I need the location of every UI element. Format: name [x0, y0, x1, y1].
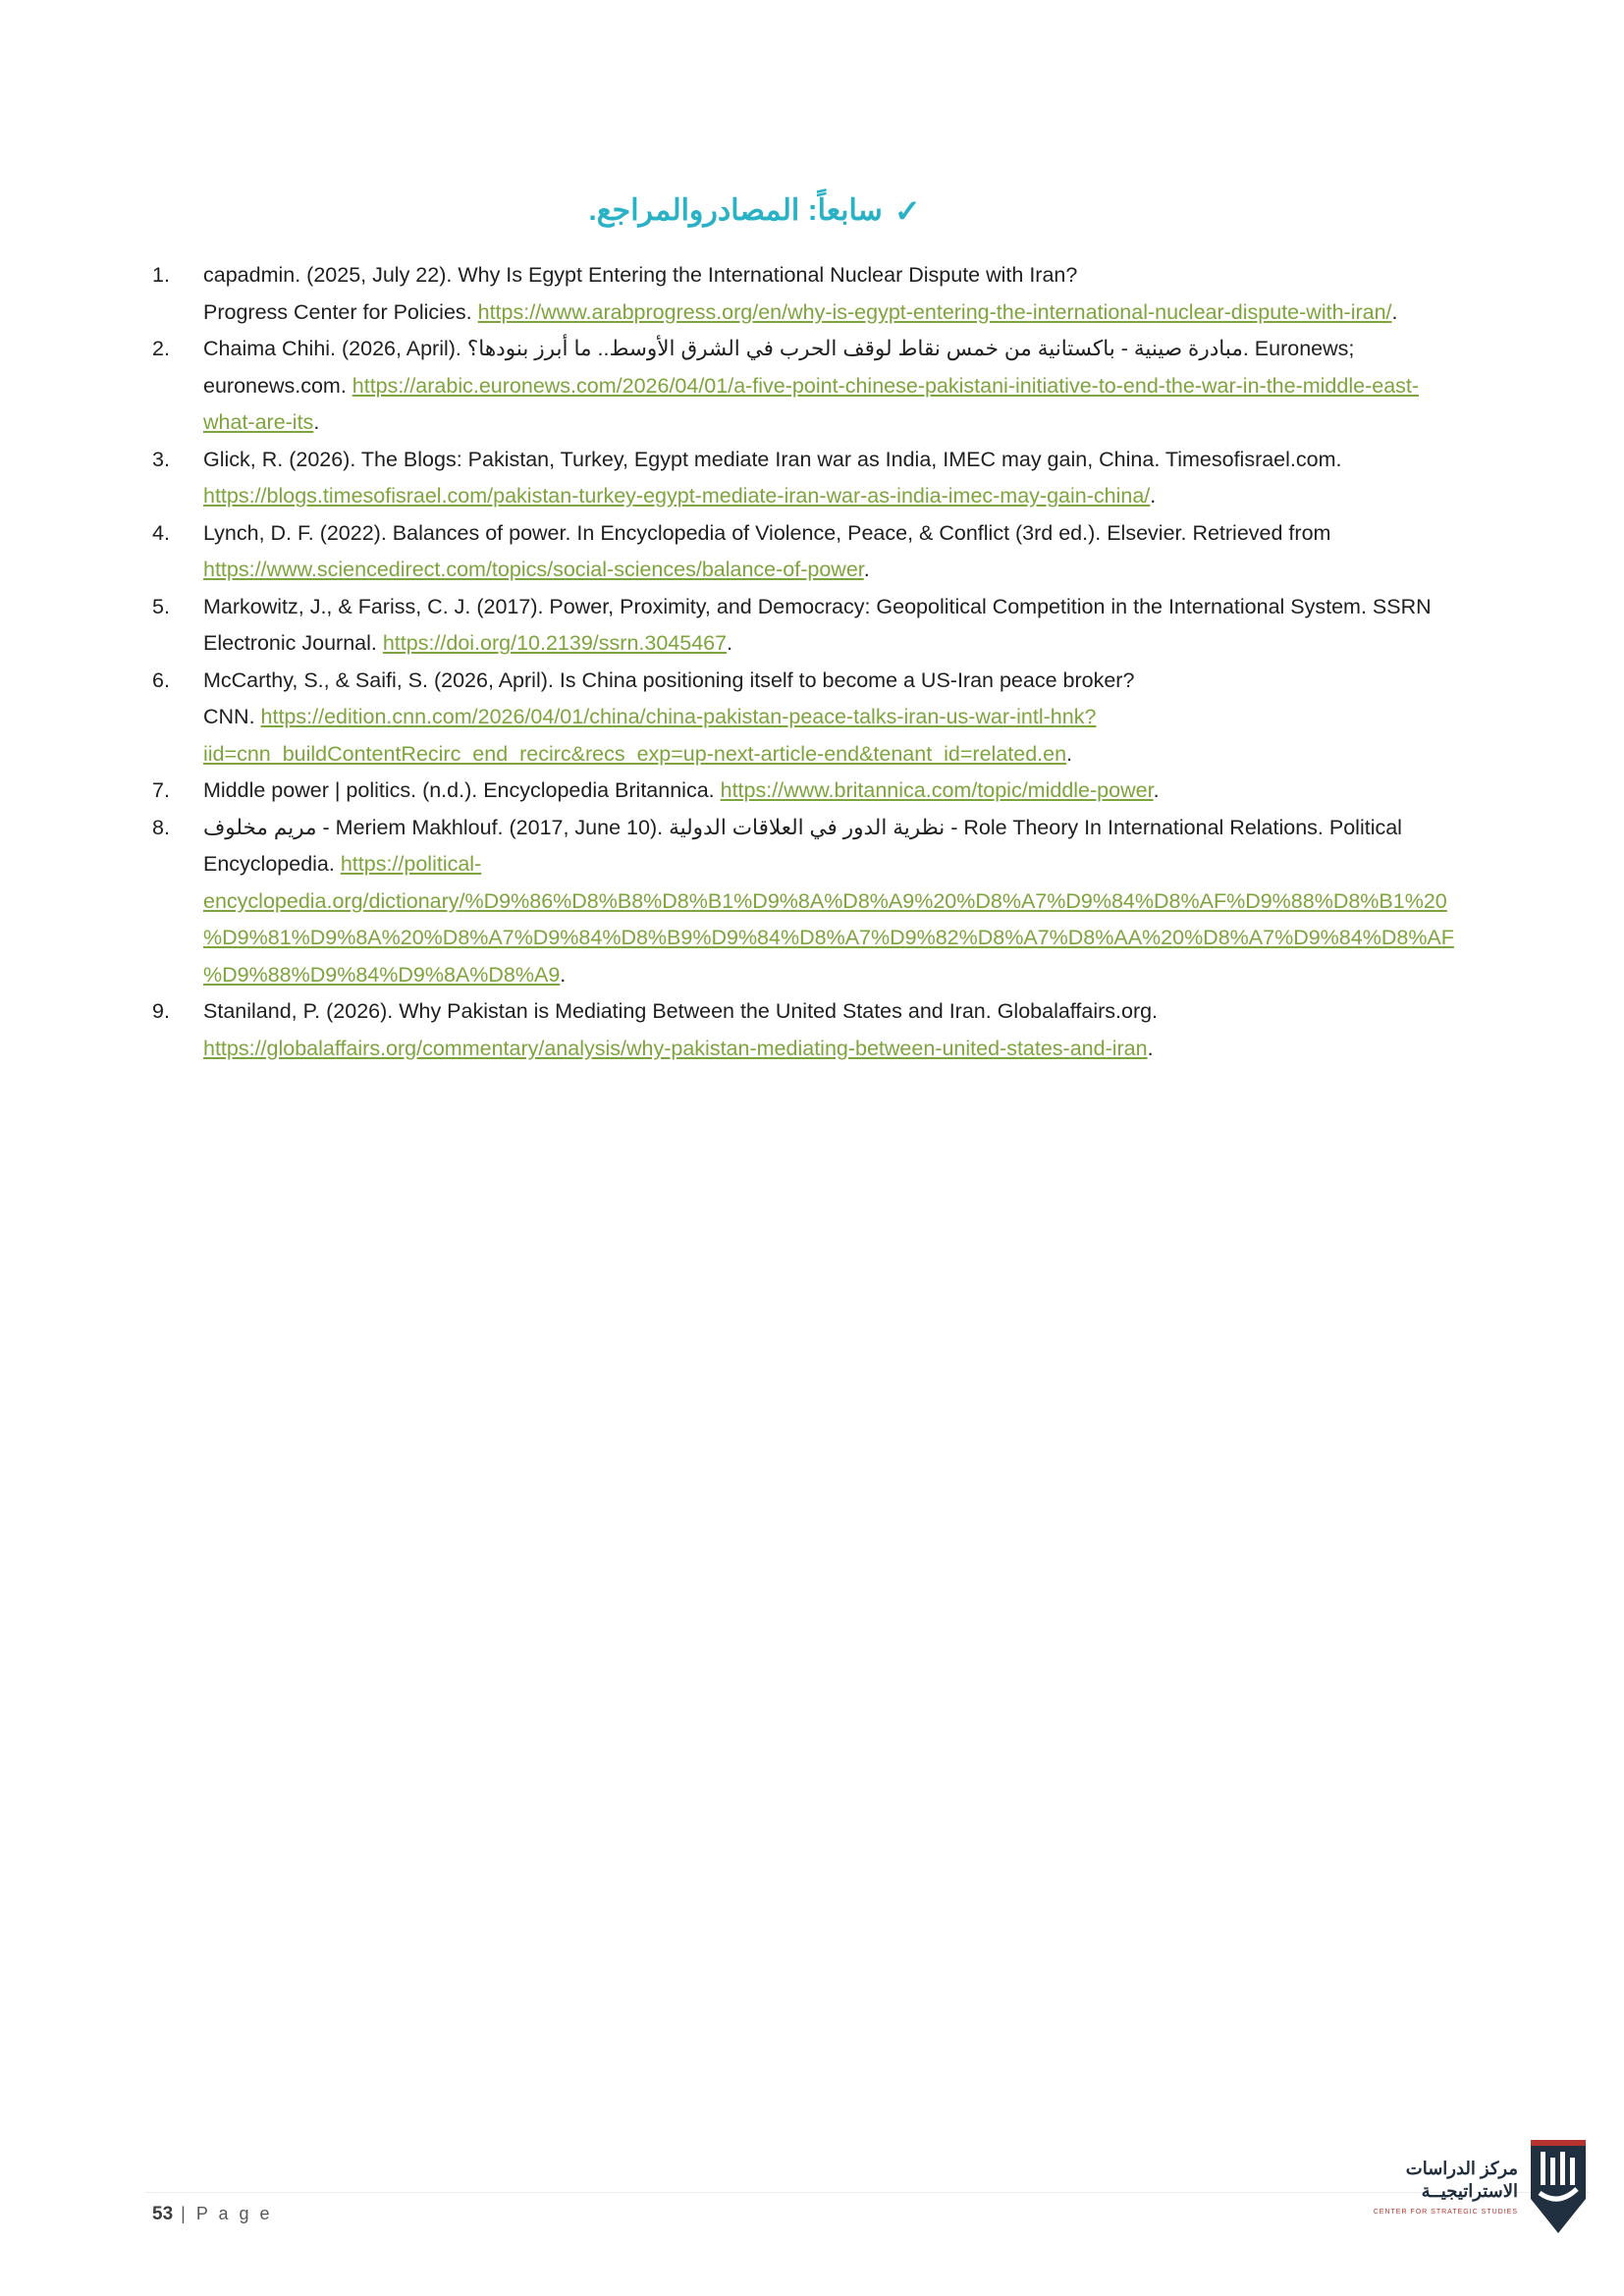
reference-plain-text: . [1147, 1036, 1154, 1060]
reference-number: 4. [152, 520, 170, 545]
reference-link[interactable]: https://www.britannica.com/topic/middle-power [720, 778, 1154, 802]
reference-item [152, 773, 1465, 810]
reference-plain-text: . [1153, 778, 1160, 802]
section-heading [98, 192, 1411, 230]
reference-item [152, 663, 1465, 774]
reference-plain-text: . [727, 631, 733, 655]
page-number: 53 [152, 2204, 174, 2224]
section-heading-text: سابعاً: المصادروالمراجع. [588, 194, 883, 227]
reference-text [203, 993, 1465, 1067]
reference-plain-text: مريم مخلوف - Meriem Makhlouf. (2017, June 10). نظرية الدور في العلاقات الدولية - Role Theory In International Relations. Political Encyclopedia. [203, 815, 1402, 876]
org-name-subtitle: CENTER FOR STRATEGIC STUDIES [1373, 2208, 1518, 2216]
reference-plain-text: . [1066, 741, 1073, 766]
reference-plain-text: CNN. [203, 705, 261, 728]
org-logo [1374, 2138, 1589, 2236]
reference-text [203, 663, 1465, 774]
reference-link[interactable]: https://globalaffairs.org/commentary/analysis/why-pakistan-mediating-between-united-states-and-iran [203, 1036, 1148, 1060]
reference-item [152, 993, 1465, 1067]
reference-link[interactable]: https://www.arabprogress.org/en/why-is-egypt-entering-the-international-nuclear-dispute-with-iran/ [477, 299, 1392, 324]
page-content [152, 192, 1465, 1067]
reference-link[interactable]: https://www.sciencedirect.com/topics/social-sciences/balance-of-power [203, 558, 864, 581]
reference-plain-text: capadmin. (2025, July 22). Why Is Egypt Entering the International Nuclear Dispute with Iran? [203, 263, 1078, 287]
reference-text [203, 331, 1465, 442]
reference-item [152, 442, 1465, 515]
reference-number: 6. [152, 667, 170, 692]
reference-link[interactable]: https://blogs.timesofisrael.com/pakistan-turkey-egypt-mediate-iran-war-as-india-imec-may-gain-china/ [203, 484, 1151, 507]
reference-plain-text: . [560, 962, 567, 987]
reference-number: 1. [152, 263, 170, 287]
reference-link[interactable]: https://arabic.euronews.com/2026/04/01/a-five-point-chinese-pakistani-initiative-to-end-the-war-in-the-middle-east-what-are-its [203, 373, 1420, 434]
reference-plain-text: . [1150, 484, 1157, 507]
reference-number: 9. [152, 999, 170, 1023]
reference-item [152, 257, 1465, 331]
reference-text [203, 442, 1465, 515]
reference-item [152, 331, 1465, 442]
reference-plain-text: Glick, R. (2026). The Blogs: Pakistan, Turkey, Egypt mediate Iran war as India, IMEC may gain, China. Timesofisrael.com. [203, 447, 1342, 471]
reference-number: 3. [152, 447, 170, 471]
reference-text [203, 773, 1465, 810]
org-name-line1: مركز الدراسات [1405, 2159, 1518, 2179]
reference-item [152, 515, 1465, 589]
reference-plain-text: . [1391, 299, 1398, 324]
reference-plain-text: McCarthy, S., & Saifi, S. (2026, April). Is China positioning itself to become a US-Iran peace broker? [203, 667, 1135, 692]
reference-plain-text: Lynch, D. F. (2022). Balances of power. In Encyclopedia of Violence, Peace, & Conflict (3rd ed.). Elsevier. Retrieved from [203, 520, 1331, 545]
page-footer [152, 2204, 273, 2225]
footer-divider [145, 2192, 1589, 2193]
reference-text [203, 589, 1465, 663]
reference-plain-text: Middle power | politics. (n.d.). Encyclopedia Britannica. [203, 778, 721, 802]
references-list [152, 257, 1465, 1067]
org-name-line2: الاستراتيجيــة [1421, 2181, 1518, 2202]
reference-plain-text: . [863, 558, 870, 581]
reference-text [203, 515, 1465, 589]
reference-number: 8. [152, 815, 170, 839]
reference-text [203, 810, 1465, 994]
org-shield-icon [1528, 2138, 1589, 2236]
reference-plain-text: Progress Center for Policies. [203, 299, 478, 324]
reference-plain-text: Staniland, P. (2026). Why Pakistan is Mediating Between the United States and Iran. Globalaffairs.org. [203, 999, 1159, 1023]
reference-text [203, 257, 1465, 331]
page-label: | P a g e [181, 2204, 273, 2223]
reference-link[interactable]: https://edition.cnn.com/2026/04/01/china/china-pakistan-peace-talks-iran-us-war-intl-hnk?iid=cnn_buildContentRecirc_end_recirc&recs_exp=up-next-article-end&tenant_id=related.en [203, 705, 1097, 766]
reference-item [152, 810, 1465, 994]
reference-plain-text: Markowitz, J., & Fariss, C. J. (2017). Power, Proximity, and Democracy: Geopolitical Competition in the International System. SSRN Electronic Journal. [203, 594, 1432, 655]
org-logo-text [1374, 2158, 1518, 2216]
reference-number: 5. [152, 594, 170, 618]
reference-item [152, 589, 1465, 663]
reference-plain-text: Chaima Chihi. (2026, April). مبادرة صينية - باكستانية من خمس نقاط لوقف الحرب في الشرق الأوسط.. ما أبرز بنودها؟. Euronews; euronews.com. [203, 337, 1355, 398]
reference-number: 7. [152, 778, 170, 802]
reference-plain-text: . [313, 410, 320, 434]
reference-link[interactable]: https://political-encyclopedia.org/dictionary/%D9%86%D8%B8%D8%B1%D9%8A%D8%A9%20%D8%A7%D9%84%D8%AF%D9%88%D8%B1%20%D9%81%D9%8A%20%D8%A7%D9%84%D8%B9%D9%84%D8%A7%D9%82%D8%A7%D8%AA%20%D8%A7%D9%84%D8%AF%D9%88%D9%84%D9%8A%D8%A9 [203, 852, 1454, 987]
check-icon: ✓ [893, 193, 921, 229]
reference-link[interactable]: https://doi.org/10.2139/ssrn.3045467 [382, 631, 728, 655]
reference-number: 2. [152, 337, 170, 360]
